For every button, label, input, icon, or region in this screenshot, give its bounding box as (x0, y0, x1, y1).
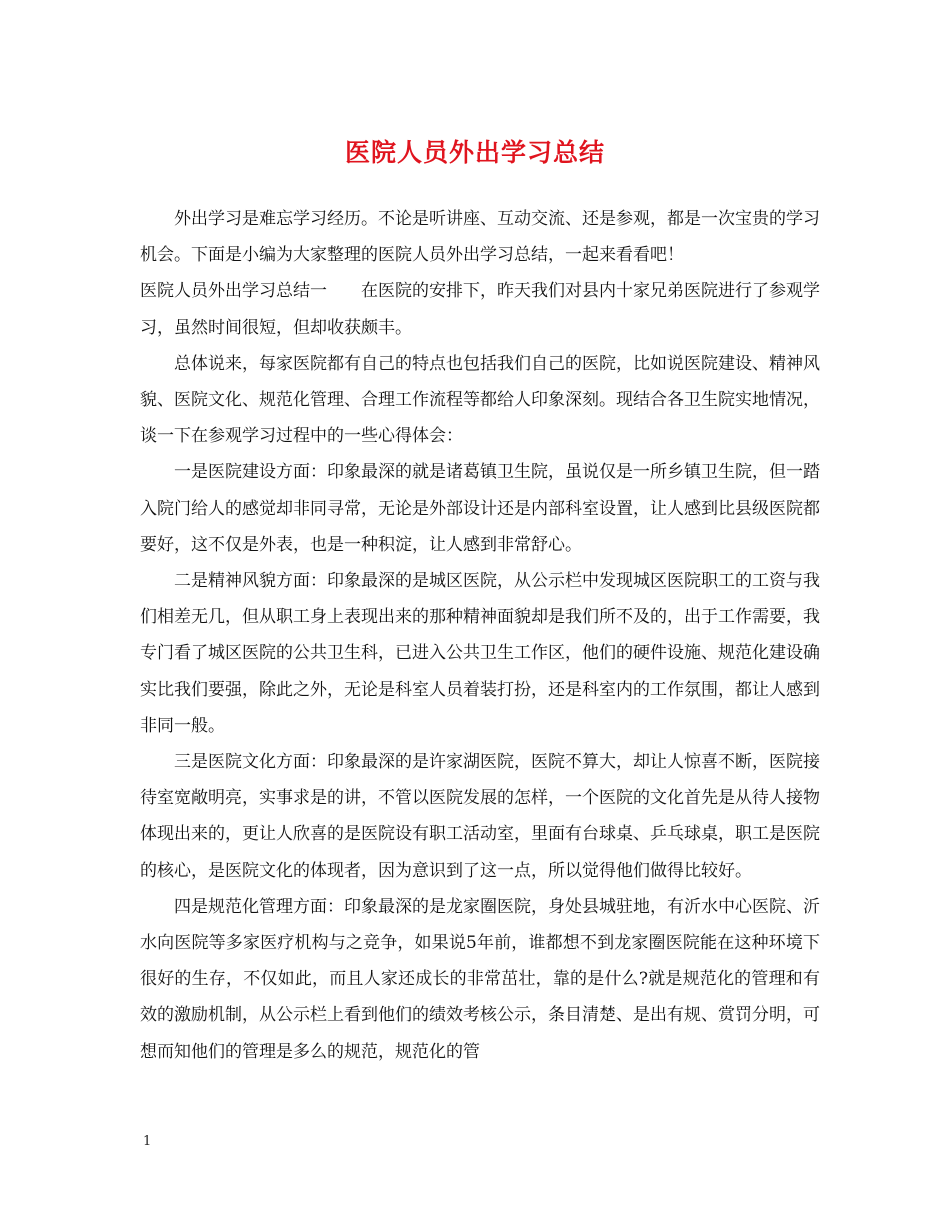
paragraph-3: 总体说来，每家医院都有自己的特点也包括我们自己的医院，比如说医院建设、精神风貌、医院文化、规范化管理、合理工作流程等都给人印象深刻。现结合各卫生院实地情况，谈一下在参观学习过程中的一些心得体会： (140, 353, 820, 447)
page-number: 1 (143, 1134, 152, 1149)
paragraph-5: 二是精神风貌方面：印象最深的是城区医院，从公示栏中发现城区医院职工的工资与我们相差无几，但从职工身上表现出来的那种精神面貌却是我们所不及的，出于工作需要，我专门看了城区医院的公共卫生科，已进入公共卫生工作区，他们的硬件设施、规范化建设确实比我们要强，除此之外，无论是科室人员着装打扮，还是科室内的工作氛围，都让人感到非同一般。 (140, 571, 820, 736)
paragraph-2: 医院人员外出学习总结一 在医院的安排下，昨天我们对县内十家兄弟医院进行了参观学习，虽然时间很短，但却收获颇丰。 (140, 281, 820, 338)
paragraph-4: 一是医院建设方面：印象最深的就是诸葛镇卫生院，虽说仅是一所乡镇卫生院，但一踏入院门给人的感觉却非同寻常，无论是外部设计还是内部科室设置，让人感到比县级医院都要好，这不仅是外表，也是一种积淀，让人感到非常舒心。 (140, 462, 820, 555)
document-title: 医院人员外出学习总结 (344, 138, 605, 167)
paragraph-6: 三是医院文化方面：印象最深的是许家湖医院，医院不算大，却让人惊喜不断，医院接待室宽敞明亮，实事求是的讲，不管以医院发展的怎样，一个医院的文化首先是从待人接物体现出来的，更让人欣喜的是医院设有职工活动室，里面有台球桌、乒乓球桌，职工是医院的核心，是医院文化的体现者，因为意识到了这一点，所以觉得他们做得比较好。 (140, 752, 820, 881)
document-body (140, 201, 820, 1070)
paragraph-7: 四是规范化管理方面：印象最深的是龙家圈医院，身处县城驻地，有沂水中心医院、沂水向医院等多家医疗机构与之竞争，如果说5年前，谁都想不到龙家圈医院能在这种环境下很好的生存，不仅如此，而且人家还成长的非常茁壮，靠的是什么?就是规范化的管理和有效的激励机制，从公示栏上看到他们的绩效考核公示，条目清楚、是出有规、赏罚分明，可想而知他们的管理是多么的规范，规范化的管 (140, 896, 820, 1062)
paragraph-1: 外出学习是难忘学习经历。不论是听讲座、互动交流、还是参观，都是一次宝贵的学习机会。下面是小编为大家整理的医院人员外出学习总结，一起来看看吧！ (140, 209, 820, 266)
